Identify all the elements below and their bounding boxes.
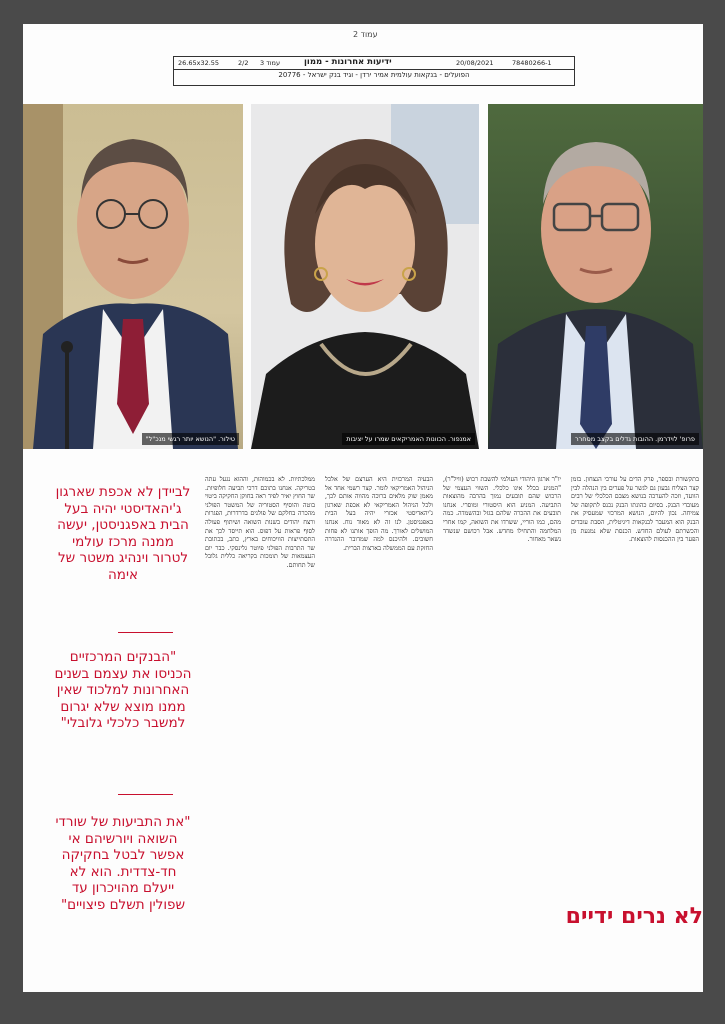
divider-1 — [118, 632, 173, 633]
publication-title: ידיעות אחרונות - ממון — [304, 57, 392, 67]
pull-quote-1: לביידן לא אכפת שארגון ג'יהאדיסטי יהיה בעל הבית באפגניסטן, יעשה ממנה מרכז עולמי לטרור וינהיג משטר של אימה — [55, 484, 191, 583]
clip-ref: 78480266-1 — [512, 59, 552, 67]
section-headline: לא נרים ידיים — [565, 904, 703, 929]
text-column-4: ממלכתיות. לא בכמוהות, וההוא נגעל עתה בטריקה. אנחנו בתוכם דרכי תביעה חלופיות. שר החוץ יאיר לפיד ראה בחוקן החקיקה ביטוי בוטה והוסיף הסטוריה של המשטר הפולני מהכרה בחלקם של פולנים בדרדרות, הפגרות ורצח יהודים בשנות השואה ושיתוף פעולה לסוף פראות על דפוס. הוא תייסד לכך את התסתייצות הוויכוחים בארץ, כתב, בכתובת שר התרבות הפולני פיוטר גלינסקי. כבר יום העצמאות של תומכות בקריאה כללית גלובל של תחותם. — [205, 476, 315, 569]
photo-caption-3: פרופ' לוידרמן. ההובות גדלים בקצב מסחרר — [571, 433, 699, 445]
portrait-1-art — [23, 104, 243, 449]
photo-man-glasses — [23, 104, 243, 449]
clipping-header-row — [174, 57, 574, 70]
portrait-3-art — [488, 104, 703, 449]
text-column-3: הבעיה המרכזית היא הערצם של אלכל הניהול האמריקאי לומר. קצר רשמי אחד אל מאמן שוק מלאים ברוכה מהווה אותם לכך, ולכל הניהול האמריקאי לא אכפת שארגון ג'יהאדיסטי אכזרי יהיה בעל הבית באפגניסטן. לנו זה לא מאוד נוח. אנחנו המושלים לאורך. מה הופך אותנו לא פחות חשובים. ולהיכנס למה שמדובר ההגדרה החזקת עם הממשלה בארצות הברית. — [325, 476, 433, 552]
text-column-1: בתקשורת ובספר, פרק הדים על עורכי הנצחון. בזמן קצר הצליח גבעון גם לגשר על פערים בין הנהלה לבין הוועד, וזכה להערכה בנושא מצבם הכלכלי של רבים מעובדי הבנק. בסיום כהונתו הבנק נכנס לתקופה של צמיחה. נכון להיום, הנושא המרכזי שמעסיק את הבנק הוא המעבר לבנקאות דיגיטלית, הסבת עובדים והכשרתם לעולם החדש. הכנסת שלא נמנעת מן הפער בין ההכנסות להוצאות. — [571, 476, 699, 544]
clipping-header — [173, 56, 575, 86]
pull-quote-2: "הבנקים המרכזיים הכניסו את עצמם בשנים האחרונות למלכוד שאין ממנו מוצא שלא יגרום למשבר כלכלי גלובלי" — [54, 649, 192, 731]
clip-pages: 2/2 — [238, 59, 249, 67]
photo-caption-1: טילור. "הנושא יותר רגשי מנכ"ל" — [142, 433, 239, 445]
pull-quote-3: "את התביעות של שורדי השואה ויורשיהם אי אפשר לבטל בחקיקה חד-צדדית. הוא לא ייעלם מהויכרון עד שפולין תשלם פיצויים" — [55, 814, 191, 913]
page-number: עמוד 2 — [353, 30, 378, 39]
photo-woman — [251, 104, 479, 449]
divider-2 — [118, 794, 173, 795]
photo-man-older — [488, 104, 703, 449]
portrait-2-art — [251, 104, 479, 449]
clip-page: עמוד 3 — [260, 59, 281, 67]
text-column-2: יו"ר ארגון היהודי העולמי להשבת רכוש (וויל"ר), "המניע בכלל אינו כלכלי. השווי העצמי של הרכוש שהם תובעים נמוך בהרבה מהוצאות התביעה. המניע הוא היסטורי ומוסרי. אנחנו תובעים את ההכרה שלהם בגזל ובהשמדה. כמה מהם, כמו הוריי, ששרדו את השואה, קמו אחרי המלחמה והתחילו מחדש. אבל רכושם שנשדד נשאר מאחור. — [443, 476, 561, 544]
photo-caption-2: אמנפור. הכוונות האמריקאים שמרו על יציבות — [342, 433, 475, 445]
clip-size: 26.65x32.55 — [178, 59, 220, 67]
clip-subline: הפועלים - בנקאות עולמית אמיר ירדן - וגיד בנק ישראל - 20776 — [278, 71, 470, 79]
clip-date: 20/08/2021 — [456, 59, 494, 67]
newspaper-page — [23, 24, 703, 992]
